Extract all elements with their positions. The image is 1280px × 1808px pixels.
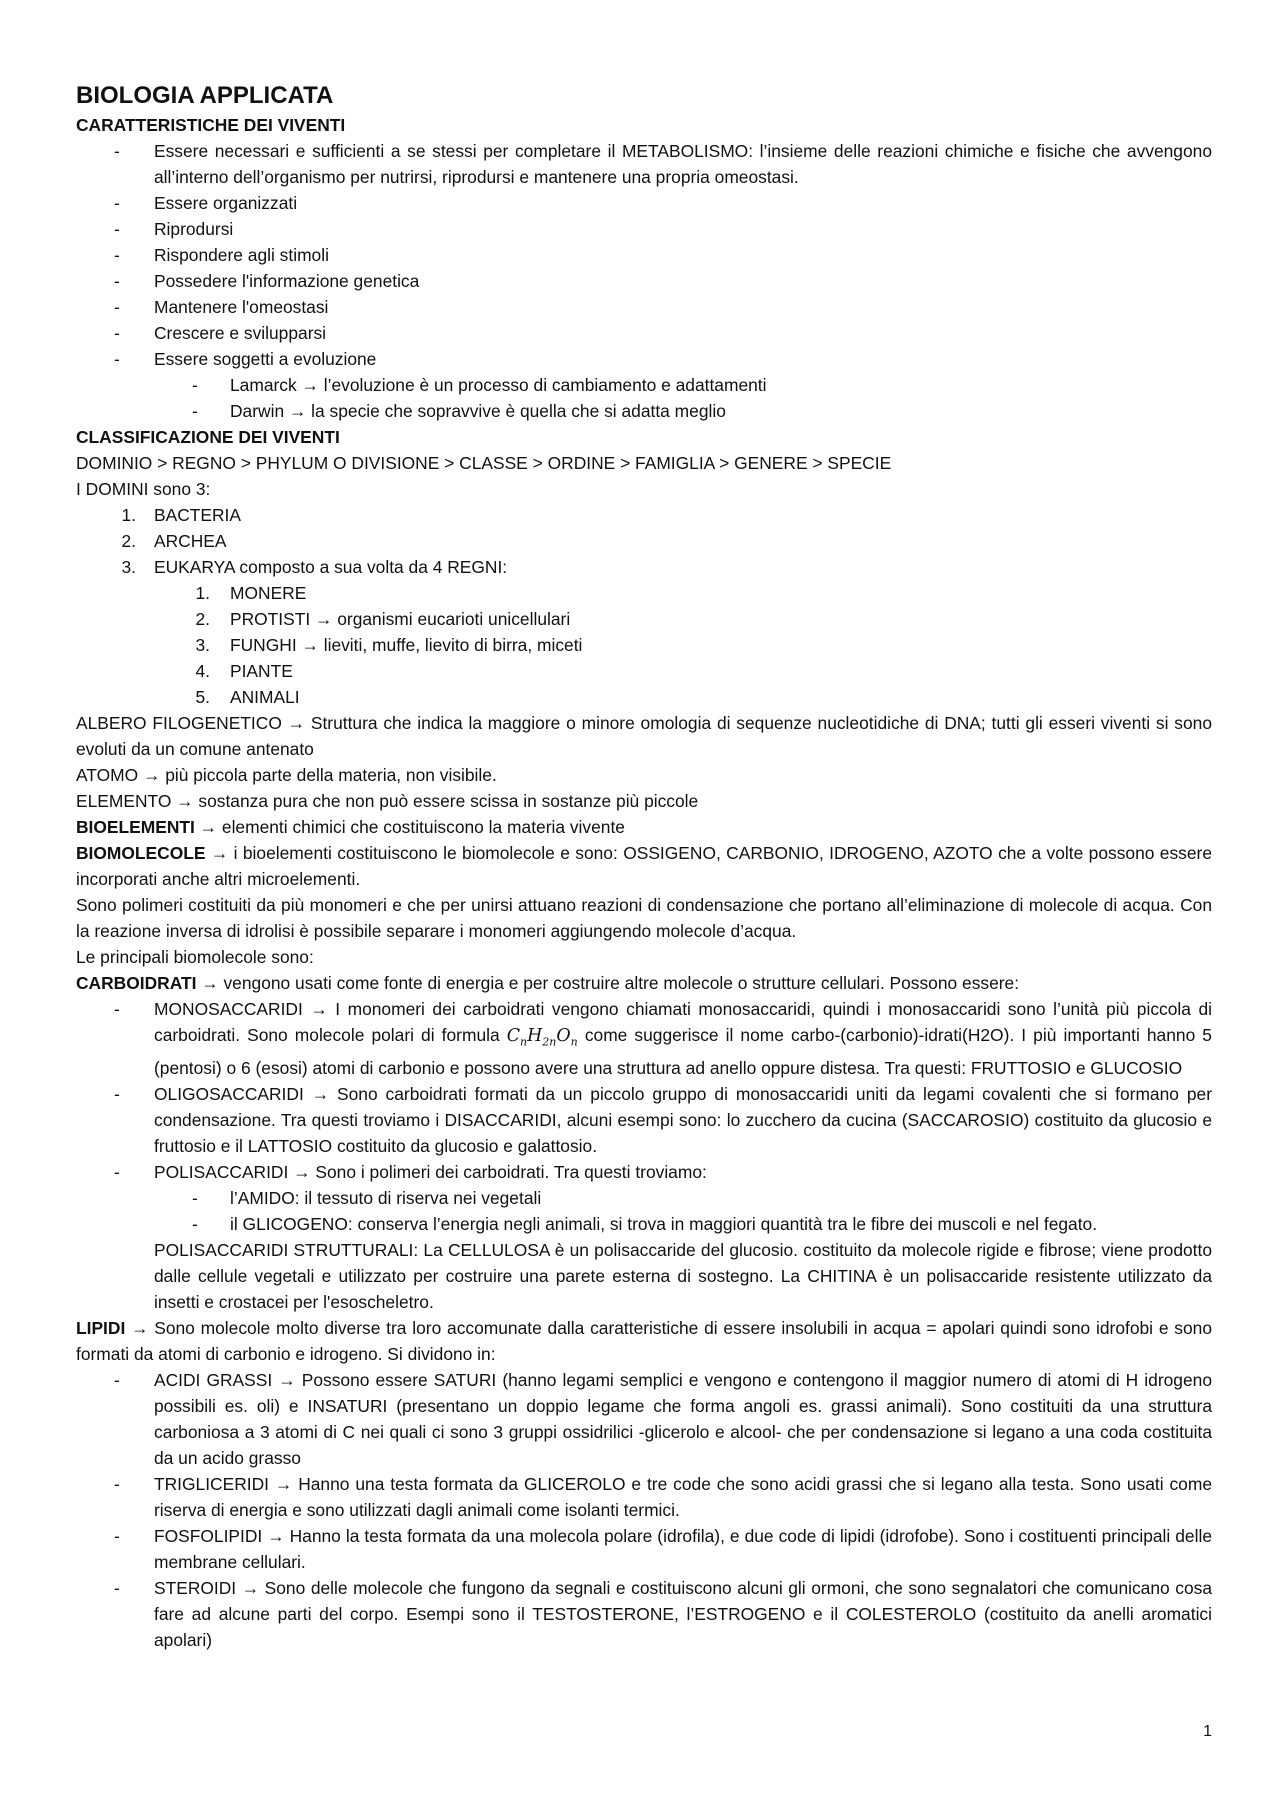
- bullet-marker: -: [114, 271, 120, 291]
- bullet-marker: -: [192, 1214, 198, 1235]
- list-item: [154, 606, 1212, 632]
- bullet-marker: -: [114, 1084, 120, 1105]
- list-item: [154, 398, 1212, 424]
- section-heading-classificazione: CLASSIFICAZIONE DEI VIVENTI: [76, 427, 340, 447]
- list-item: [76, 1367, 1212, 1471]
- list-item-text: Rispondere agli stimoli: [154, 245, 329, 265]
- list-item-text: il GLICOGENO: conserva l’energia negli animali, si trova in maggiori quantità tra le fibre dei muscoli e nel fegato.: [230, 1214, 1098, 1235]
- list-item-text: come suggerisce il nome carbo-(carbonio)-idrati(H2O). I più importanti hanno 5 (pentosi) o 6 (esosi) atomi di carbonio e possono avere una struttura ad anello oppure distesa. Tra questi: FRUTTOSIO e GLUCOSIO: [154, 1025, 1212, 1079]
- number-marker: 1.: [121, 505, 136, 525]
- list-item: [154, 632, 1212, 658]
- polisaccaridi-sublist: [154, 1185, 1212, 1237]
- number-marker: 2.: [121, 531, 136, 551]
- list-item: [76, 502, 1212, 528]
- list-item-polisaccaridi: [76, 1159, 1212, 1185]
- bullet-marker: -: [114, 219, 120, 239]
- list-item: [76, 190, 1212, 216]
- bullet-marker: -: [192, 401, 198, 421]
- def-elemento: ELEMENTO → sostanza pura che non può essere scissa in sostanze più piccole: [76, 791, 699, 811]
- term-biomolecole: BIOMOLECOLE: [76, 843, 206, 863]
- list-item: [76, 216, 1212, 242]
- bullet-marker: -: [114, 1578, 120, 1599]
- list-item-text: FUNGHI → lieviti, muffe, lievito di birra, miceti: [230, 635, 583, 655]
- bullet-marker: -: [114, 999, 120, 1019]
- list-item: [76, 346, 1212, 372]
- list-item: [154, 1211, 1212, 1237]
- number-marker: 2.: [195, 609, 210, 629]
- principali-paragraph: Le principali biomolecole sono:: [76, 947, 314, 967]
- bullet-marker: -: [114, 1526, 120, 1547]
- def-text: → elementi chimici che costituiscono la materia vivente: [194, 817, 625, 837]
- list-item-text: Darwin → la specie che sopravvive è quella che si adatta meglio: [230, 401, 726, 421]
- list-item-text: Mantenere l'omeostasi: [154, 297, 329, 317]
- polisaccaridi-strutturali: POLISACCARIDI STRUTTURALI: La CELLULOSA è un polisaccaride del glucosio. costituito da molecole rigide e fibrose; viene prodotto dalle cellule vegetali e utilizzato per costruire una parete esterna di sostegno. La CHITINA è un polisaccaride resistente utilizzato da insetti e crostacei per l'esoscheletro.: [154, 1240, 1212, 1313]
- list-item-text: Essere necessari e sufficienti a se stessi per completare il METABOLISMO: l’insieme delle reazioni chimiche e fisiche che avvengono all’interno dell’organismo per nutrirsi, riprodursi e mantenere una propria omeostasi.: [154, 141, 1212, 187]
- bullet-marker: -: [114, 1370, 120, 1391]
- list-item: [76, 138, 1212, 190]
- list-item: [154, 580, 1212, 606]
- number-marker: 1.: [195, 583, 210, 603]
- page-number: 1: [1203, 1723, 1212, 1740]
- bullet-marker: -: [192, 375, 198, 395]
- carboidrati-list: [76, 996, 1212, 1185]
- list-item: [76, 1575, 1212, 1653]
- evolution-sublist: [154, 372, 1212, 424]
- list-item: [76, 1523, 1212, 1575]
- bullet-marker: -: [114, 1474, 120, 1495]
- list-item: [154, 658, 1212, 684]
- list-item-text: ARCHEA: [154, 531, 227, 551]
- list-item: [154, 684, 1212, 710]
- term-carboidrati: CARBOIDRATI: [76, 973, 197, 993]
- taxonomy-hierarchy: DOMINIO > REGNO > PHYLUM O DIVISIONE > CLASSE > ORDINE > FAMIGLIA > GENERE > SPECIE: [76, 453, 892, 473]
- list-item-text: BACTERIA: [154, 505, 241, 525]
- lipidi-paragraph: [76, 1315, 1212, 1367]
- list-item: [154, 372, 1212, 398]
- def-text: → Sono molecole molto diverse tra loro accomunate dalla caratteristiche di essere insolubili in acqua = apolari quindi sono idrofobi e sono formati da atomi di carbonio e idrogeno. Si dividono in:: [76, 1318, 1212, 1365]
- list-item-text: Crescere e svilupparsi: [154, 323, 327, 343]
- caratteristiche-list: [76, 138, 1212, 372]
- list-item: [76, 294, 1212, 320]
- number-marker: 3.: [195, 635, 210, 655]
- term-bioelementi: BIOELEMENTI: [76, 817, 195, 837]
- number-marker: 5.: [195, 687, 210, 707]
- list-item-text: STEROIDI → Sono delle molecole che fungono da segnali e costituiscono alcuni gli ormoni, che sono segnalatori che comunicano cosa fare ad alcune parti del corpo. Esempi sono il TESTOSTERONE, l’ESTROGENO e il COLESTEROLO (costituito da anelli aromatici apolari): [154, 1578, 1212, 1651]
- bullet-marker: -: [114, 193, 120, 213]
- page-title: BIOLOGIA APPLICATA: [76, 82, 334, 109]
- def-atomo: ATOMO → più piccola parte della materia, non visibile.: [76, 765, 497, 785]
- section-heading-caratteristiche: CARATTERISTICHE DEI VIVENTI: [76, 115, 346, 135]
- polimeri-paragraph: Sono polimeri costituiti da più monomeri e che per unirsi attuano reazioni di condensazione che portano all’eliminazione di molecole di acqua. Con la reazione inversa di idrolisi è possibile separare i monomeri aggiungendo molecole d’acqua.: [76, 895, 1212, 941]
- list-item-monosaccaridi: [76, 996, 1212, 1081]
- list-item-text: TRIGLICERIDI → Hanno una testa formata da GLICEROLO e tre code che sono acidi grassi che si legano alla testa. Sono usati come riserva di energia e sono utilizzati dagli animali come isolanti termici.: [154, 1474, 1212, 1521]
- list-item: [154, 1185, 1212, 1211]
- def-albero-filogenetico: ALBERO FILOGENETICO → Struttura che indica la maggiore o minore omologia di sequenze nucleotidiche di DNA; tutti gli esseri viventi si sono evoluti da un comune antenato: [76, 713, 1212, 759]
- list-item-text: EUKARYA composto a sua volta da 4 REGNI:: [154, 557, 508, 577]
- bullet-marker: -: [114, 1162, 120, 1183]
- list-item: [76, 242, 1212, 268]
- list-item-text: MONOSACCARIDI → I monomeri dei carboidrati vengono chiamati monosaccaridi, quindi i monosaccaridi sono l’unità più piccola di carboidrati. Sono molecole polari di formula: [154, 999, 1212, 1045]
- carboidrati-paragraph: [76, 970, 1212, 996]
- def-text: → i bioelementi costituiscono le biomolecole e sono: OSSIGENO, CARBONIO, IDROGENO, AZOTO che a volte possono essere incorporati anche altri microelementi.: [76, 843, 1212, 889]
- bullet-marker: -: [192, 1188, 198, 1209]
- list-item: [76, 320, 1212, 346]
- list-item-text: Essere soggetti a evoluzione: [154, 349, 377, 369]
- bullet-marker: -: [114, 245, 120, 265]
- bullet-marker: -: [114, 323, 120, 343]
- number-marker: 3.: [121, 557, 136, 577]
- list-item-text: Lamarck → l’evoluzione è un processo di cambiamento e adattamenti: [230, 375, 767, 395]
- list-item-text: FOSFOLIPIDI → Hanno la testa formata da una molecola polare (idrofila), e due code di lipidi (idrofobe). Sono i costituenti principali delle membrane cellulari.: [154, 1526, 1212, 1573]
- def-biomolecole: [76, 840, 1212, 892]
- list-item-text: PIANTE: [230, 661, 293, 681]
- def-bioelementi: [76, 814, 1212, 840]
- list-item-text: POLISACCARIDI → Sono i polimeri dei carboidrati. Tra questi troviamo:: [154, 1162, 707, 1183]
- bullet-marker: -: [114, 141, 120, 161]
- list-item-text: Possedere l'informazione genetica: [154, 271, 420, 291]
- lipidi-list: [76, 1367, 1212, 1653]
- domains-intro: I DOMINI sono 3:: [76, 479, 211, 499]
- term-lipidi: LIPIDI: [76, 1318, 126, 1339]
- bullet-marker: -: [114, 349, 120, 369]
- formula-cnh2non: $C_nH_{2n}O_n$: [506, 1026, 578, 1049]
- list-item-text: OLIGOSACCARIDI → Sono carboidrati formati da un piccolo gruppo di monosaccaridi uniti da legami covalenti che si formano per condensazione. Tra questi troviamo i DISACCARIDI, alcuni esempi sono: lo zucchero da cucina (SACCAROSIO) costituito da glucosio e fruttosio e il LATTOSIO costituito da glucosio e galattosio.: [154, 1084, 1212, 1157]
- kingdoms-list: [154, 580, 1212, 710]
- number-marker: 4.: [195, 661, 210, 681]
- list-item-text: ACIDI GRASSI → Possono essere SATURI (hanno legami semplici e vengono e contengono il maggior numero di atomi di H idrogeno possibili es. oli) e INSATURI (presentano un doppio legame che forma angoli es. grassi animali). Sono costituiti da una struttura carboniosa a 3 atomi di C nei quali ci sono 3 gruppi ossidrilici -glicerolo e alcool- che per condensazione si legano a una coda costituita da un acido grasso: [154, 1370, 1212, 1469]
- def-text: → vengono usati come fonte di energia e per costruire altre molecole o strutture cellulari. Possono essere:: [196, 973, 1020, 993]
- list-item: [76, 554, 1212, 580]
- list-item-text: ANIMALI: [230, 687, 300, 707]
- bullet-marker: -: [114, 297, 120, 317]
- list-item-text: PROTISTI → organismi eucarioti unicellulari: [230, 609, 571, 629]
- list-item: [76, 1471, 1212, 1523]
- list-item: [76, 268, 1212, 294]
- list-item-text: Riprodursi: [154, 219, 234, 239]
- list-item-oligosaccaridi: [76, 1081, 1212, 1159]
- list-item: [76, 528, 1212, 554]
- list-item-text: MONERE: [230, 583, 307, 603]
- list-item-text: l’AMIDO: il tessuto di riserva nei vegetali: [230, 1188, 542, 1209]
- domains-list: [76, 502, 1212, 580]
- list-item-text: Essere organizzati: [154, 193, 298, 213]
